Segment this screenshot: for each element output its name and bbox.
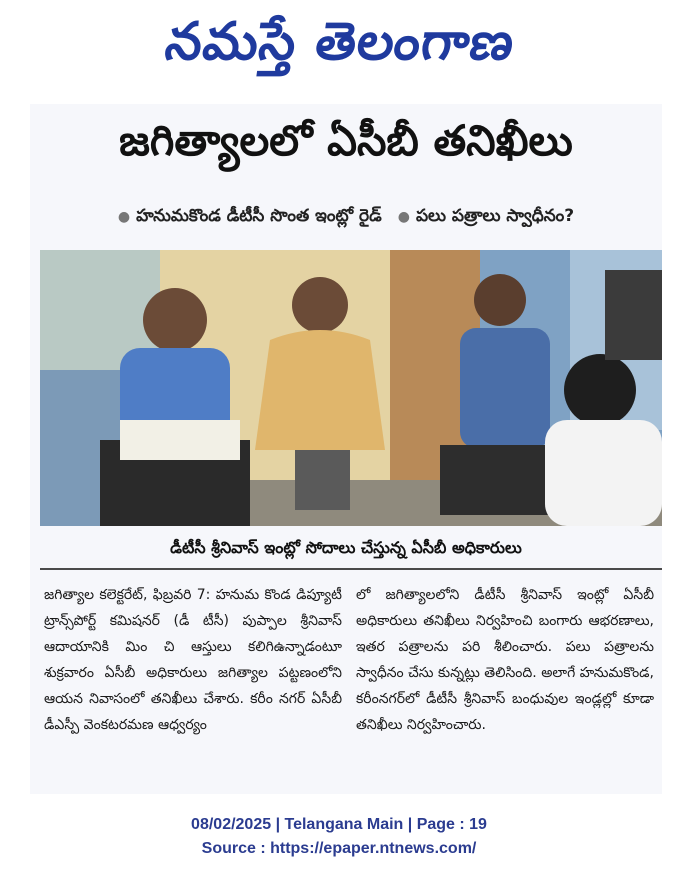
newspaper-logo: నమస్తే తెలంగాణ [161, 11, 519, 72]
bullet-icon: ● [117, 209, 131, 225]
edition-info: 08/02/2025 | Telangana Main | Page : 19 [191, 816, 487, 833]
source-link[interactable]: Source : https://epaper.ntnews.com/ [201, 840, 477, 857]
article-column-left: జగిత్యాల కలెక్టరేట్, ఫిబ్రవరి 7: హనుమ కొండ డిప్యూటీ ట్రాన్స్‌పోర్ట్ కమిషనర్ (డీ టీసీ) పుప్పాల శ్రీనివాస్ ఆదాయానికి మిం చి ఆస్తులు కలిగిఉన్నాడంటూ శుక్రవారం ఏసీబీ అధికారులు జగిత్యాల పట్టణంలోని ఆయన నివాసంలో తనిఖీలు చేశారు. కరీం నగర్ ఏసీబీ డీఎస్పీ వెంకటరమణ ఆధ్వర్యం [44, 587, 342, 733]
subheads [30, 204, 662, 232]
masthead [0, 0, 678, 96]
article-column-right: లో జగిత్యాలలోని డీటీసీ శ్రీనివాస్ ఇంట్లో ఏసీబీ అధికారులు తనిఖీలు నిర్వహించి బంగారు ఆభరణాలు, ఇతర పత్రాలను పరి శీలించారు. పలు పత్రాలను స్వాధీనం చేసు కున్నట్లు తెలిసింది. అలాగే హనుమకొండ, కరీంనగర్‌లో డీటీసీ శ్రీనివాస్ బంధువుల ఇండ్లల్లో కూడా తనిఖీలు నిర్వహించారు. [356, 587, 654, 733]
bullet-icon: ● [397, 209, 410, 225]
photo-illustration [40, 250, 662, 526]
article-headline: జగిత్యాలలో ఏసీబీ తనిఖీలు [119, 116, 573, 165]
photo-caption: డీటీసీ శ్రీనివాస్ ఇంట్లో సోదాలు చేస్తున్న ఏసీబీ అధికారులు [170, 538, 522, 557]
caption-divider [40, 568, 662, 570]
article-clipping [30, 104, 662, 794]
article-body [44, 582, 654, 782]
article-photo [40, 250, 662, 526]
subhead-1: ● హనుమకొండ డీటీసీ సొంత ఇంట్లో రైడ్ [117, 206, 382, 226]
subhead-2: ● పలు పత్రాలు స్వాధీనం? [397, 206, 575, 226]
